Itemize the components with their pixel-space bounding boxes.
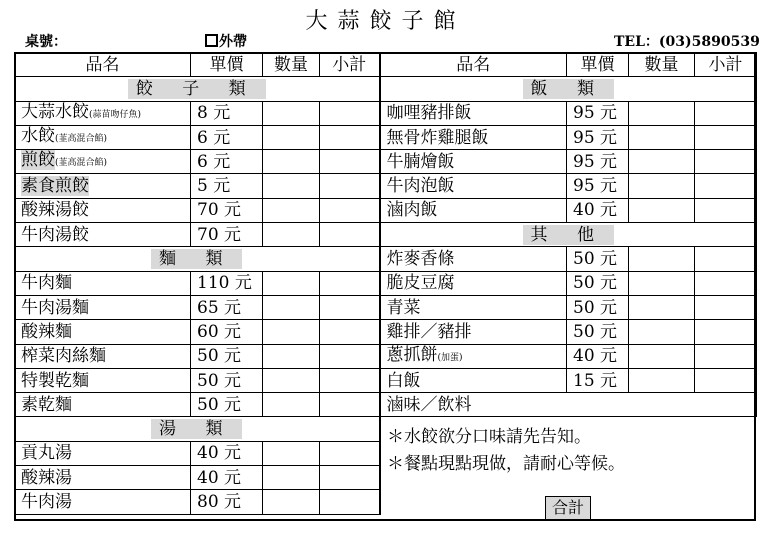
table-number-label: 桌號： xyxy=(25,34,67,50)
qty-cell[interactable] xyxy=(263,368,320,392)
col-qty: 數量 xyxy=(629,53,695,77)
col-subtotal: 小計 xyxy=(320,53,380,77)
item-name: 滷味／飲料 xyxy=(380,393,757,417)
section-rice: 飯 類 xyxy=(380,77,757,101)
qty-cell[interactable] xyxy=(629,320,695,344)
qty-cell[interactable] xyxy=(263,150,320,174)
item-name: 雞排／豬排 xyxy=(380,320,567,344)
item-price: 40 元 xyxy=(191,441,263,465)
subtotal-cell[interactable] xyxy=(320,125,380,149)
item-name: 牛肉湯麵 xyxy=(15,295,191,319)
qty-cell[interactable] xyxy=(263,174,320,198)
qty-cell[interactable] xyxy=(263,344,320,368)
qty-cell[interactable] xyxy=(629,150,695,174)
qty-cell[interactable] xyxy=(629,271,695,295)
subtotal-cell[interactable] xyxy=(695,368,757,392)
total-button[interactable]: 合計 xyxy=(545,496,591,520)
qty-cell[interactable] xyxy=(263,320,320,344)
subtotal-cell[interactable] xyxy=(695,125,757,149)
item-price: 60 元 xyxy=(191,320,263,344)
section-others: 其 他 xyxy=(380,223,757,247)
subtotal-cell[interactable] xyxy=(320,101,380,125)
item-name: 脆皮豆腐 xyxy=(380,271,567,295)
menu-table xyxy=(14,52,757,515)
qty-cell[interactable] xyxy=(263,101,320,125)
table-row xyxy=(15,198,757,222)
item-name: 酸辣湯餃 xyxy=(15,198,191,222)
item-price: 70 元 xyxy=(191,223,263,247)
subtotal-cell[interactable] xyxy=(320,368,380,392)
subtotal-cell[interactable] xyxy=(695,320,757,344)
col-subtotal: 小計 xyxy=(695,53,757,77)
item-name: 牛肉湯餃 xyxy=(15,223,191,247)
item-price: 5 元 xyxy=(191,174,263,198)
col-qty: 數量 xyxy=(263,53,320,77)
subtotal-cell[interactable] xyxy=(695,247,757,271)
item-name: 貢丸湯 xyxy=(15,441,191,465)
item-price: 50 元 xyxy=(191,344,263,368)
subtotal-cell[interactable] xyxy=(320,344,380,368)
item-price: 50 元 xyxy=(191,393,263,417)
table-row xyxy=(15,174,757,198)
item-price: 15 元 xyxy=(567,368,629,392)
column-header-row xyxy=(15,53,757,77)
item-name: 咖哩豬排飯 xyxy=(380,101,567,125)
item-price: 95 元 xyxy=(567,125,629,149)
subtotal-cell[interactable] xyxy=(320,393,380,417)
subtotal-cell[interactable] xyxy=(695,271,757,295)
item-name: 牛腩燴飯 xyxy=(380,150,567,174)
table-row xyxy=(15,101,757,125)
item-name: 牛肉麵 xyxy=(15,271,191,295)
qty-cell[interactable] xyxy=(263,393,320,417)
item-name: 榨菜肉絲麵 xyxy=(15,344,191,368)
table-row xyxy=(15,320,757,344)
item-price: 95 元 xyxy=(567,101,629,125)
subtotal-cell[interactable] xyxy=(320,295,380,319)
qty-cell[interactable] xyxy=(263,466,320,490)
subtotal-cell[interactable] xyxy=(320,466,380,490)
qty-cell[interactable] xyxy=(263,441,320,465)
item-price: 40 元 xyxy=(567,198,629,222)
table-row xyxy=(15,344,757,368)
qty-cell[interactable] xyxy=(629,247,695,271)
section-noodles: 麵 類 xyxy=(15,247,380,271)
qty-cell[interactable] xyxy=(263,198,320,222)
table-row xyxy=(15,125,757,149)
qty-cell[interactable] xyxy=(629,174,695,198)
table-row xyxy=(15,393,757,417)
item-price: 6 元 xyxy=(191,150,263,174)
item-name: 特製乾麵 xyxy=(15,368,191,392)
item-name: 素食煎餃 xyxy=(15,174,191,198)
item-price: 50 元 xyxy=(567,247,629,271)
note-line: ＊餐點現點現做，請耐心等候。 xyxy=(387,454,625,474)
item-price: 95 元 xyxy=(567,174,629,198)
item-price: 65 元 xyxy=(191,295,263,319)
qty-cell[interactable] xyxy=(629,198,695,222)
item-price: 6 元 xyxy=(191,125,263,149)
qty-cell[interactable] xyxy=(263,271,320,295)
item-name: 炸麥香條 xyxy=(380,247,567,271)
qty-cell[interactable] xyxy=(263,295,320,319)
item-name: 牛肉泡飯 xyxy=(380,174,567,198)
subtotal-cell[interactable] xyxy=(695,101,757,125)
item-name: 煎餃(韮高混合餡) xyxy=(15,150,191,174)
qty-cell[interactable] xyxy=(263,223,320,247)
subtotal-cell[interactable] xyxy=(695,198,757,222)
section-dumplings: 餃 子 類 xyxy=(15,77,380,101)
table-row xyxy=(15,368,757,392)
qty-cell[interactable] xyxy=(629,101,695,125)
subtotal-cell[interactable] xyxy=(695,174,757,198)
qty-cell[interactable] xyxy=(263,490,320,514)
subtotal-cell[interactable] xyxy=(695,344,757,368)
item-name: 牛肉湯 xyxy=(15,490,191,514)
item-price: 40 元 xyxy=(191,466,263,490)
qty-cell[interactable] xyxy=(629,295,695,319)
subtotal-cell[interactable] xyxy=(320,174,380,198)
item-name: 水餃(韮高混合餡) xyxy=(15,125,191,149)
subtotal-cell[interactable] xyxy=(695,150,757,174)
qty-cell[interactable] xyxy=(629,344,695,368)
col-name: 品名 xyxy=(15,53,191,77)
item-price: 50 元 xyxy=(567,295,629,319)
item-name: 酸辣麵 xyxy=(15,320,191,344)
col-name: 品名 xyxy=(380,53,567,77)
qty-cell[interactable] xyxy=(629,368,695,392)
item-name: 蔥抓餅(加蛋) xyxy=(380,344,567,368)
telephone: TEL：(03)5890539 xyxy=(614,34,760,50)
qty-cell[interactable] xyxy=(263,125,320,149)
subtotal-cell[interactable] xyxy=(320,320,380,344)
note-line: ＊水餃欲分口味請先告知。 xyxy=(387,427,591,447)
subtotal-cell[interactable] xyxy=(320,441,380,465)
takeout-label: 外帶 xyxy=(219,34,247,50)
table-row xyxy=(15,295,757,319)
item-name: 素乾麵 xyxy=(15,393,191,417)
item-name: 白飯 xyxy=(380,368,567,392)
item-price: 110 元 xyxy=(191,271,263,295)
subtotal-cell[interactable] xyxy=(695,295,757,319)
item-name: 酸辣湯 xyxy=(15,466,191,490)
subtotal-cell[interactable] xyxy=(320,271,380,295)
item-price: 80 元 xyxy=(191,490,263,514)
table-row xyxy=(15,223,757,247)
item-price: 50 元 xyxy=(191,368,263,392)
item-price: 8 元 xyxy=(191,101,263,125)
item-price: 40 元 xyxy=(567,344,629,368)
item-price: 95 元 xyxy=(567,150,629,174)
item-name: 大蒜水餃(蒜苗吻仔魚) xyxy=(15,101,191,125)
col-price: 單價 xyxy=(567,53,629,77)
section-soups: 湯 類 xyxy=(15,417,380,441)
item-name: 無骨炸雞腿飯 xyxy=(380,125,567,149)
item-name: 青菜 xyxy=(380,295,567,319)
takeout-option[interactable] xyxy=(205,31,247,51)
item-name: 滷肉飯 xyxy=(380,198,567,222)
col-price: 單價 xyxy=(191,53,263,77)
subtotal-cell[interactable] xyxy=(320,150,380,174)
checkbox-icon[interactable] xyxy=(205,34,218,47)
item-price: 50 元 xyxy=(567,271,629,295)
table-row xyxy=(15,150,757,174)
restaurant-title: 大蒜餃子館 xyxy=(305,9,466,34)
notes xyxy=(387,424,625,478)
subtotal-cell[interactable] xyxy=(320,490,380,514)
table-row xyxy=(15,271,757,295)
item-price: 70 元 xyxy=(191,198,263,222)
subtotal-cell[interactable] xyxy=(320,223,380,247)
qty-cell[interactable] xyxy=(629,125,695,149)
item-price: 50 元 xyxy=(567,320,629,344)
subtotal-cell[interactable] xyxy=(320,198,380,222)
